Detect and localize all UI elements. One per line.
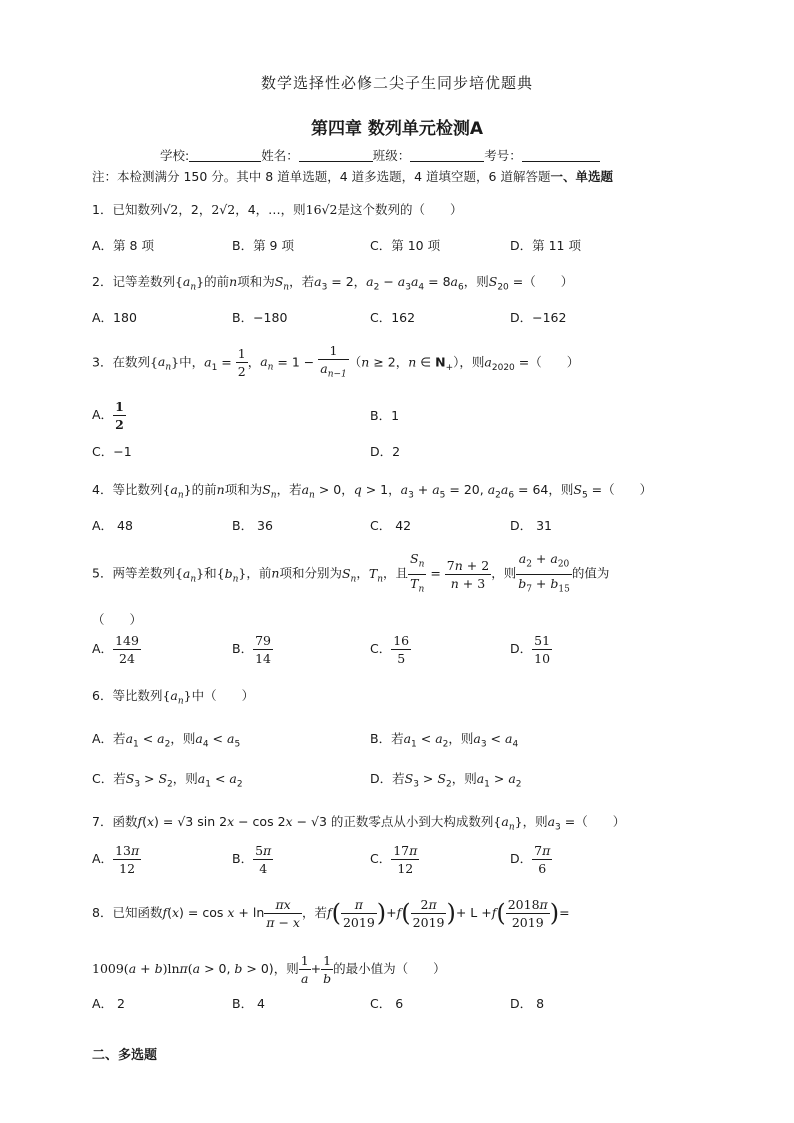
class-blank[interactable] [410, 149, 484, 162]
q2-option-c[interactable]: C．162 [370, 310, 416, 325]
q5-option-b[interactable]: B． $\frac{79}{14}$ [232, 633, 271, 666]
q7-option-d[interactable]: D． $\frac{7\pi}{6}$ [510, 843, 551, 876]
q1-option-d[interactable]: D．第 11 项 [510, 238, 581, 253]
chapter-title: 第四章 数列单元检测A [310, 119, 484, 139]
exam-label: 考号： [484, 148, 522, 163]
q5-option-c[interactable]: C． $\frac{16}{5}$ [370, 633, 410, 666]
q5-option-a[interactable]: A． $\frac{149}{24}$ [92, 633, 139, 666]
q3-option-a[interactable]: A． $\frac{1}{2}$ [92, 399, 124, 432]
section-2-heading: 二、多选题 [92, 1048, 158, 1063]
q5-option-d[interactable]: D． $\frac{51}{10}$ [510, 633, 551, 666]
q8-option-b[interactable]: B． 4 [232, 996, 266, 1011]
q8-option-a[interactable]: A． 2 [92, 996, 125, 1011]
question-7: 7．函数f(x) = √3 sin 2x − cos 2x − √3 的正数零点从小到大构成数列$\{a_n\}$，则$a_3$ =（ ） [92, 814, 626, 833]
q3-option-b[interactable]: B．1 [370, 408, 400, 423]
question-2: 2．记等差数列$\{a_n\}$的前n项和为$S_n$，若$a_3 = 2$，$a_2 - a_3a_4 = 8a_6$，则$S_{20}$ =（ ） [92, 274, 574, 293]
q6-option-b[interactable]: B．若$a_1 < a_2$，则$a_3 < a_4$ [370, 731, 519, 750]
school-blank[interactable] [189, 149, 261, 162]
q6-option-a[interactable]: A．若$a_1 < a_2$，则$a_4 < a_5$ [92, 731, 241, 750]
question-8: 8．已知函数f(x) = cos x + ln $\frac{\pi x}{\pi - x}$ ，若f( $\frac{\pi}{2019}$ )+f( $\frac{2\pi}{2019}$ )+ L +f( $\frac{2018\pi}{2019}$ )= [92, 897, 570, 930]
q5-paren: （ ） [92, 612, 143, 627]
q1-option-c[interactable]: C．第 10 项 [370, 238, 441, 253]
question-1: 1．已知数列√2，2，2√2，4，…，则16√2是这个数列的（ ） [92, 202, 463, 217]
name-label: 姓名： [261, 148, 299, 163]
question-6: 6．等比数列$\{a_n\}$中（ ） [92, 688, 255, 707]
class-label: 班级： [372, 148, 411, 163]
exam-blank[interactable] [522, 149, 600, 162]
question-5: 5．两等差数列$\{a_n\}$和$\{b_n\}$，前n项和分别为$S_n$，$T_n$，且 $\frac{S_n}{T_n}$ = $\frac{7n + 2}{n + 3}$ ，则 $\frac{a_2 + a_{20}}{b_7 + b_{15}}$ 的值为 [92, 551, 610, 594]
q2-option-d[interactable]: D．−162 [510, 310, 567, 325]
q7-option-c[interactable]: C． $\frac{17\pi}{12}$ [370, 843, 418, 876]
q1-option-a[interactable]: A．第 8 项 [92, 238, 154, 253]
question-3: 3．在数列$\{a_n\}$中，$a_1$ = $\frac{1}{2}$ ，$a_n = 1$ − $\frac{1}{a_{n-1}}$ （n ≥ 2，n ∈ $N_+$），则$a_{2020}$ =（ ） [92, 343, 580, 380]
question-8-cont: 1009(a + b)lnπ(a > 0, b > 0)，则 $\frac{1}{a}$ + $\frac{1}{b}$ 的最小值为（ ） [92, 953, 446, 986]
q4-option-c[interactable]: C． 42 [370, 518, 412, 533]
q7-option-a[interactable]: A． $\frac{13\pi}{12}$ [92, 843, 140, 876]
q6-option-c[interactable]: C．若$S_3 > S_2$，则$a_1 < a_2$ [92, 771, 243, 790]
q2-option-b[interactable]: B．−180 [232, 310, 288, 325]
section-1-heading: 一、单选题 [550, 169, 614, 184]
q3-option-c[interactable]: C．−1 [92, 444, 132, 459]
q4-option-d[interactable]: D． 31 [510, 518, 553, 533]
q8-option-c[interactable]: C． 6 [370, 996, 404, 1011]
student-info-line [160, 146, 600, 164]
exam-note: 注：本检测满分 150 分。其中 8 道单选题，4 道多选题，4 道填空题，6 道解答题一、单选题 [92, 169, 614, 184]
q2-option-a[interactable]: A．180 [92, 310, 137, 325]
q3-option-d[interactable]: D．2 [370, 444, 401, 459]
school-label: 学校: [160, 148, 190, 163]
q4-option-b[interactable]: B． 36 [232, 518, 273, 533]
q8-option-d[interactable]: D． 8 [510, 996, 545, 1011]
q7-option-b[interactable]: B． $\frac{5\pi}{4}$ [232, 843, 272, 876]
q6-option-d[interactable]: D．若$S_3 > S_2$，则$a_1 > a_2$ [370, 771, 522, 790]
name-blank[interactable] [299, 149, 373, 162]
q1-option-b[interactable]: B．第 9 项 [232, 238, 294, 253]
q4-option-a[interactable]: A． 48 [92, 518, 133, 533]
series-title: 数学选择性必修二尖子生同步培优题典 [260, 74, 533, 92]
question-4: 4．等比数列$\{a_n\}$的前n项和为$S_n$，若$a_n > 0$，q > 1，$a_3 + a_5 = 20$, $a_2a_6 = 64$，则$S_5$ =（ ） [92, 482, 653, 501]
